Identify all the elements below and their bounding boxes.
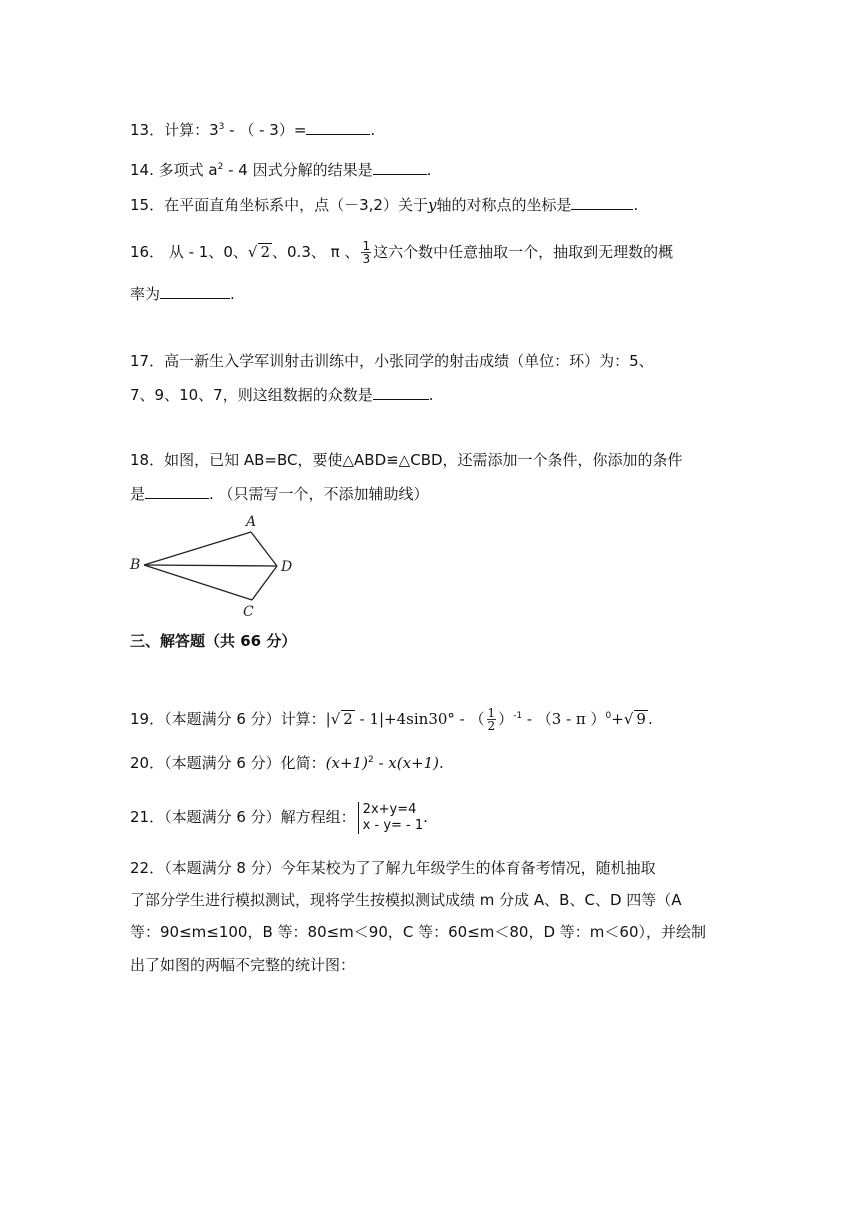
question-19 (130, 706, 653, 732)
section-3-heading (130, 631, 296, 651)
q20-expr2: - x(x+1) (373, 754, 440, 772)
segment-bc (144, 565, 252, 600)
q14-prefix: 14. 多项式 a (130, 161, 218, 179)
q16-sqrt-symbol: √ (247, 243, 258, 261)
question-17-line-2 (130, 384, 434, 405)
q19-abs-open: | (325, 710, 331, 728)
question-16-line-2 (130, 283, 235, 304)
q16-answer-blank[interactable] (160, 283, 230, 299)
q19-sqrt-radicand: 2 (343, 710, 353, 728)
question-15 (130, 194, 638, 215)
q20-end: . (439, 754, 444, 772)
q19-exponent-2: 0 (605, 711, 612, 721)
q19-abs-rest: - 1| (354, 710, 385, 728)
q13-rest: - （ - 3）= (224, 121, 307, 139)
question-17-line-1 (130, 351, 654, 371)
label-c: C (243, 604, 254, 620)
q15-prefix: 15．在平面直角坐标系中，点（－3,2）关于 (130, 196, 428, 214)
question-14 (130, 157, 431, 180)
q21-end: . (423, 808, 428, 826)
q19-sqrt-symbol: √ (330, 710, 341, 728)
q16-rest: 这六个数中任意抽取一个，抽取到无理数的概 (373, 243, 674, 261)
q22-line1: 22．（本题满分 8 分）今年某校为了了解九年级学生的体育备考情况，随机抽取 (130, 859, 656, 877)
question-22-line-2 (130, 890, 682, 910)
q19-end: . (647, 710, 653, 728)
segment-ad (251, 532, 277, 566)
q21-equation-1: 2x+y=4 (362, 801, 417, 817)
q15-variable: y (427, 196, 437, 214)
q13-exponent: 3 (218, 122, 225, 132)
question-18-line-1 (130, 450, 683, 470)
q19-term4: + (611, 710, 624, 728)
q16-mid: 、0.3、 π 、 (272, 243, 360, 261)
q16-line2: 率为 (130, 285, 161, 303)
q15-rest: 轴的对称点的坐标是 (436, 196, 572, 214)
q16-end: . (230, 285, 235, 303)
q14-answer-blank[interactable] (373, 159, 427, 175)
q17-line2: 7、9、10、7，则这组数据的众数是 (130, 386, 373, 404)
q17-end: . (428, 386, 434, 404)
q18-line2-end: . （只需写一个，不添加辅助线） (209, 485, 429, 503)
q14-end: . (426, 161, 432, 179)
q16-frac-num: 1 (362, 239, 371, 253)
q13-end: . (370, 121, 376, 139)
q14-exponent: 2 (217, 162, 224, 172)
q18-line2-start: 是 (130, 485, 146, 503)
q16-prefix: 16． 从 - 1、0、 (130, 243, 248, 261)
q13-answer-blank[interactable] (306, 119, 370, 135)
q16-fraction (361, 240, 371, 265)
question-13 (130, 117, 375, 140)
q17-line1: 17．高一新生入学军训射击训练中，小张同学的射击成绩（单位：环）为：5、 (130, 352, 654, 370)
q20-expr1: (x+1) (325, 754, 368, 772)
q18-answer-blank[interactable] (145, 483, 209, 499)
q16-sqrt-radicand: 2 (260, 243, 271, 261)
q19-sqrt2-radicand: 9 (636, 710, 646, 728)
q21-equation-2: x - y= - 1 (362, 817, 424, 833)
q20-exponent: 2 (367, 755, 374, 765)
segment-ba (144, 532, 251, 565)
q14-rest: - 4 因式分解的结果是 (223, 161, 373, 179)
question-18-line-2 (130, 483, 429, 504)
section-3-title: 三、解答题（共 66 分） (130, 632, 297, 650)
q19-term2: ） (498, 710, 514, 728)
label-d: D (281, 559, 293, 575)
segment-bd (144, 565, 277, 566)
question-22-line-4 (130, 955, 355, 975)
q19-frac-den: 2 (487, 719, 496, 733)
q21-prefix: 21．（本题满分 6 分）解方程组： (130, 808, 356, 826)
q22-line4: 出了如图的两幅不完整的统计图： (130, 956, 356, 974)
label-b: B (130, 557, 141, 573)
q18-line1: 18．如图，已知 AB=BC，要使△ABD≌△CBD，还需添加一个条件，你添加的条件 (130, 451, 683, 469)
q21-equation-system (358, 802, 423, 834)
label-a: A (246, 514, 257, 530)
q16-frac-den: 3 (362, 252, 371, 266)
q19-prefix: 19．（本题满分 6 分）计算： (130, 710, 326, 728)
q17-answer-blank[interactable] (373, 384, 429, 400)
q15-answer-blank[interactable] (571, 194, 633, 210)
question-21 (130, 798, 428, 836)
question-16-line-1 (130, 240, 673, 265)
question-20 (130, 750, 444, 773)
question-22-line-1 (130, 858, 656, 878)
q20-prefix: 20．（本题满分 6 分）化简： (130, 754, 326, 772)
kite-figure (128, 510, 308, 620)
q22-line2: 了部分学生进行模拟测试，现将学生按模拟测试成绩 m 分成 A、B、C、D 四等（A (130, 891, 682, 909)
q22-line3: 等：90≤m≤100，B 等：80≤m＜90，C 等：60≤m＜80，D 等：m＜60），并绘制 (130, 923, 706, 941)
q19-sqrt2-symbol: √ (623, 710, 634, 728)
q19-term1: +4sin30° - （ (384, 710, 485, 728)
q19-term3: - （3 - π ） (522, 710, 606, 728)
q19-exponent-1: -1 (513, 711, 523, 721)
q13-prefix: 13．计算：3 (130, 121, 219, 139)
q19-frac-num: 1 (487, 706, 496, 720)
question-22-line-3 (130, 922, 706, 942)
q19-fraction (487, 707, 497, 732)
segment-cd (252, 566, 277, 600)
q15-end: . (633, 196, 639, 214)
